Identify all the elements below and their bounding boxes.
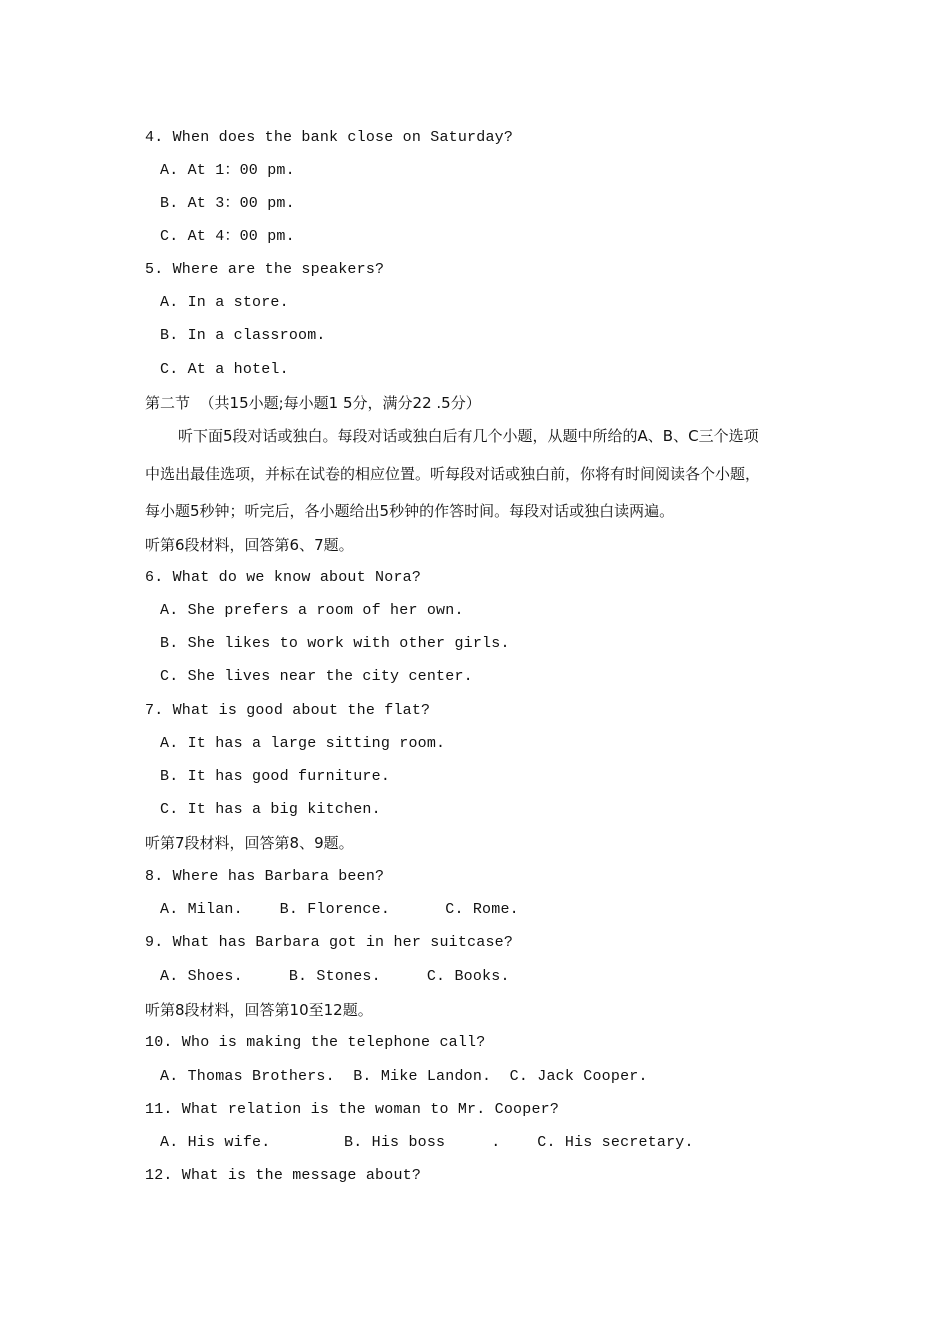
question-12-stem: 12. What is the message about?	[145, 1167, 422, 1184]
question-5-stem: 5. Where are the speakers?	[145, 261, 385, 278]
question-8-stem: 8. Where has Barbara been?	[145, 868, 385, 885]
question-4-option-a: A. At 1：00 pm.	[160, 162, 295, 179]
instructions-line-2: 中选出最佳选项，并标在试卷的相应位置。听每段对话或独白前，你将有时间阅读各个小题，	[145, 465, 761, 483]
material-8-header: 听第8段材料，回答第10至12题。	[145, 1001, 373, 1019]
question-5-option-a: A. In a store.	[160, 294, 289, 311]
question-9-options: A. Shoes. B. Stones. C. Books.	[160, 968, 510, 985]
section-2-header: 第二节 （共15小题;每小题1 5分，满分22 .5分）	[145, 394, 481, 412]
question-7-option-c: C. It has a big kitchen.	[160, 801, 381, 818]
question-9-stem: 9. What has Barbara got in her suitcase?	[145, 934, 514, 951]
question-5-option-b: B. In a classroom.	[160, 327, 326, 344]
instructions-line-3: 每小题5秒钟；听完后，各小题给出5秒钟的作答时间。每段对话或独白读两遍。	[145, 502, 675, 520]
question-6-stem: 6. What do we know about Nora?	[145, 569, 422, 586]
question-11-stem: 11. What relation is the woman to Mr. Cooper?	[145, 1101, 560, 1118]
question-5-option-c: C. At a hotel.	[160, 361, 289, 378]
question-11-options: A. His wife. B. His boss . C. His secretary.	[160, 1134, 694, 1151]
material-7-header: 听第7段材料，回答第8、9题。	[145, 834, 354, 852]
question-4-option-b: B. At 3：00 pm.	[160, 195, 295, 212]
question-7-option-a: A. It has a large sitting room.	[160, 735, 446, 752]
question-4-option-c: C. At 4：00 pm.	[160, 228, 295, 245]
question-7-stem: 7. What is good about the flat?	[145, 702, 431, 719]
instructions-line-1: 听下面5段对话或独白。每段对话或独白后有几个小题，从题中所给的A、B、C三个选项	[178, 427, 759, 445]
question-10-options: A. Thomas Brothers. B. Mike Landon. C. Jack Cooper.	[160, 1068, 648, 1085]
question-4-stem: 4. When does the bank close on Saturday?	[145, 129, 514, 146]
question-6-option-b: B. She likes to work with other girls.	[160, 635, 510, 652]
question-10-stem: 10. Who is making the telephone call?	[145, 1034, 486, 1051]
question-8-options: A. Milan. B. Florence. C. Rome.	[160, 901, 519, 918]
material-6-header: 听第6段材料，回答第6、7题。	[145, 536, 354, 554]
question-6-option-c: C. She lives near the city center.	[160, 668, 473, 685]
question-7-option-b: B. It has good furniture.	[160, 768, 391, 785]
question-6-option-a: A. She prefers a room of her own.	[160, 602, 464, 619]
